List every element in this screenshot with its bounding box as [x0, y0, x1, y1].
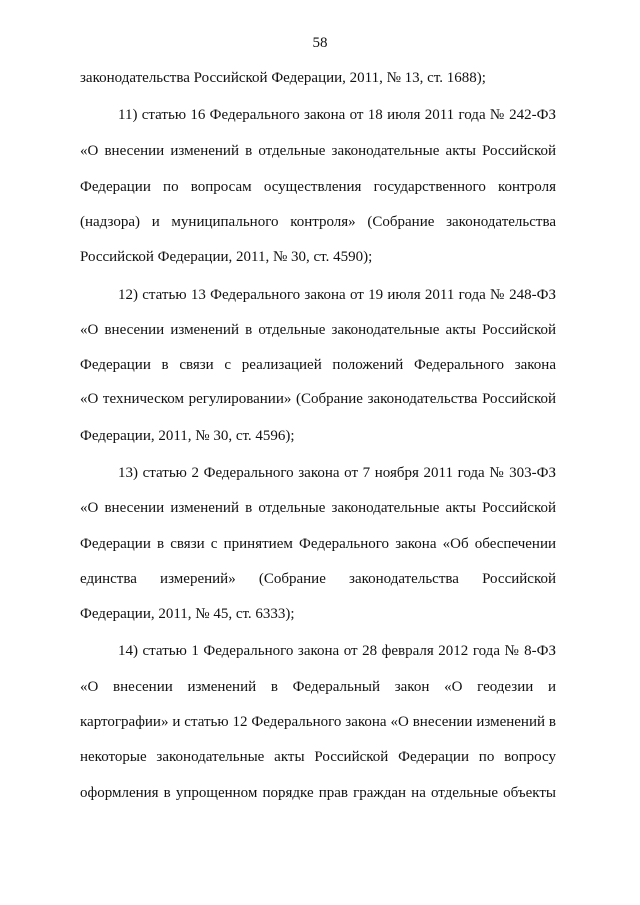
text-line: «О техническом регулировании» (Собрание законодательства Российской — [80, 391, 556, 407]
text-line: «О внесении изменений в отдельные законодательные акты Российской — [80, 500, 556, 516]
text-line: единства измерений» (Собрание законодательства Российской — [80, 571, 556, 587]
text-line: оформления в упрощенном порядке прав граждан на отдельные объекты — [80, 785, 556, 801]
text-line: Федерации в связи с реализацией положений Федерального закона — [80, 357, 556, 373]
text-line: законодательства Российской Федерации, 2011, № 13, ст. 1688); — [80, 70, 486, 86]
text-line: 11) статью 16 Федерального закона от 18 июля 2011 года № 242-ФЗ — [118, 107, 556, 123]
text-line: «О внесении изменений в Федеральный закон «О геодезии и — [80, 679, 556, 695]
text-line: Российской Федерации, 2011, № 30, ст. 4590); — [80, 249, 373, 265]
text-line: некоторые законодательные акты Российской Федерации по вопросу — [80, 749, 556, 765]
text-line: «О внесении изменений в отдельные законодательные акты Российской — [80, 143, 556, 159]
text-line: Федерации в связи с принятием Федерального закона «Об обеспечении — [80, 536, 556, 552]
text-line: 12) статью 13 Федерального закона от 19 июля 2011 года № 248-ФЗ — [118, 287, 556, 303]
text-line: Федерации, 2011, № 30, ст. 4596); — [80, 428, 295, 444]
text-line: Федерации, 2011, № 45, ст. 6333); — [80, 606, 295, 622]
page-number: 58 — [312, 35, 328, 51]
text-line: 13) статью 2 Федерального закона от 7 ноября 2011 года № 303-ФЗ — [118, 465, 556, 481]
text-line: 14) статью 1 Федерального закона от 28 февраля 2012 года № 8-ФЗ — [118, 643, 556, 659]
text-line: картографии» и статью 12 Федерального закона «О внесении изменений в — [80, 714, 556, 730]
text-line: «О внесении изменений в отдельные законодательные акты Российской — [80, 322, 556, 338]
text-line: Федерации по вопросам осуществления государственного контроля — [80, 179, 556, 195]
text-line: (надзора) и муниципального контроля» (Собрание законодательства — [80, 214, 556, 230]
